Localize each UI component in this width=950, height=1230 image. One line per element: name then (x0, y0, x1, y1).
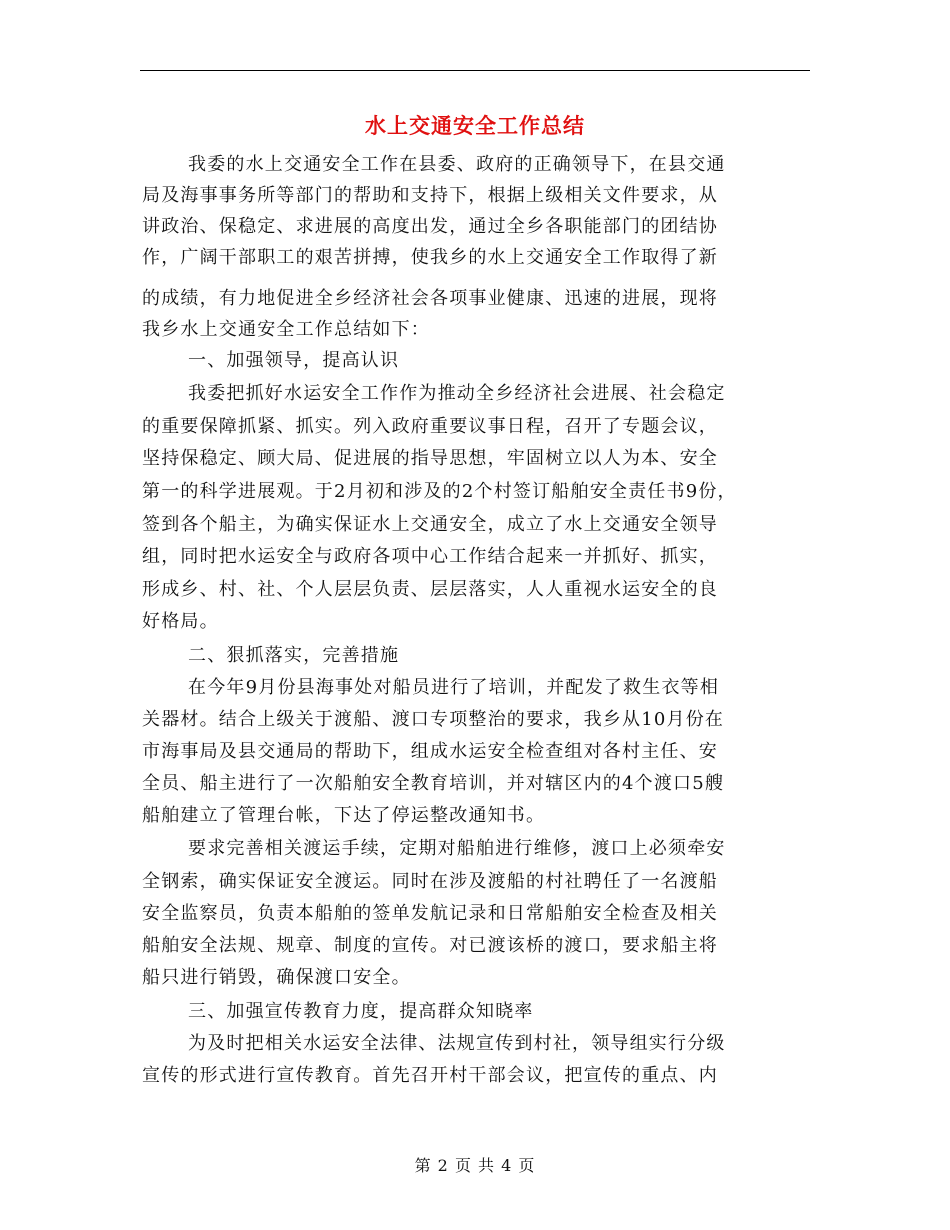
text-line: 作，广阔干部职工的艰苦拼搏，使我乡的水上交通安全工作取得了新 (142, 247, 718, 268)
text-line: 签到各个船主，为确实保证水上交通安全，成立了水上交通安全领导 (142, 514, 718, 535)
text-line: 形成乡、村、社、个人层层负责、层层落实，人人重视水运安全的良 (142, 579, 718, 600)
text-line: 的成绩，有力地促进全乡经济社会各项事业健康、迅速的进展，现将 (142, 288, 718, 309)
text-line: 全员、船主进行了一次船舶安全教育培训，并对辖区内的4个渡口5艘 (142, 773, 725, 794)
document-title: 水上交通安全工作总结 (365, 113, 585, 138)
section-heading: 二、狠抓落实，完善措施 (188, 645, 400, 666)
text-line: 好格局。 (142, 611, 219, 632)
text-line: 船舶建立了管理台帐，下达了停运整改通知书。 (142, 805, 546, 826)
text-line: 我委把抓好水运安全工作作为推动全乡经济社会进展、社会稳定 (188, 383, 726, 404)
text-line: 坚持保稳定、顾大局、促进展的指导思想，牢固树立以人为本、安全 (142, 448, 718, 469)
text-line: 讲政治、保稳定、求进展的高度出发，通过全乡各职能部门的团结协 (142, 216, 718, 237)
page-number: 第 2 页 共 4 页 (414, 1156, 536, 1175)
text-line: 在今年9月份县海事处对船员进行了培训，并配发了救生衣等相 (188, 677, 720, 698)
text-line: 第一的科学进展观。于2月初和涉及的2个村签订船舶安全责任书9份， (142, 481, 737, 502)
text-line: 局及海事事务所等部门的帮助和支持下，根据上级相关文件要求，从 (142, 185, 718, 206)
text-line: 市海事局及县交通局的帮助下，组成水运安全检查组对各村主任、安 (142, 741, 718, 762)
text-line: 我委的水上交通安全工作在县委、政府的正确领导下，在县交通 (188, 154, 726, 175)
header-rule (140, 70, 810, 71)
text-line: 要求完善相关渡运手续，定期对船舶进行维修，渡口上必须牵安 (188, 838, 726, 859)
text-line: 的重要保障抓紧、抓实。列入政府重要议事日程，召开了专题会议， (142, 416, 718, 437)
text-line: 关器材。结合上级关于渡船、渡口专项整治的要求，我乡从10月份在 (142, 709, 725, 730)
text-line: 船只进行销毁，确保渡口安全。 (142, 967, 411, 988)
text-line: 宣传的形式进行宣传教育。首先召开村干部会议，把宣传的重点、内 (142, 1065, 718, 1086)
section-heading: 一、加强领导，提高认识 (188, 350, 400, 371)
text-line: 船舶安全法规、规章、制度的宣传。对已渡该桥的渡口，要求船主将 (142, 935, 718, 956)
text-line: 我乡水上交通安全工作总结如下： (142, 319, 430, 340)
text-line: 全钢索，确实保证安全渡运。同时在涉及渡船的村社聘任了一名渡船 (142, 871, 718, 892)
text-line: 为及时把相关水运安全法律、法规宣传到村社，领导组实行分级 (188, 1033, 726, 1054)
section-heading: 三、加强宣传教育力度，提高群众知晓率 (188, 1001, 534, 1022)
text-line: 组，同时把水运安全与政府各项中心工作结合起来一并抓好、抓实， (142, 546, 718, 567)
text-line: 安全监察员，负责本船舶的签单发航记录和日常船舶安全检查及相关 (142, 903, 718, 924)
